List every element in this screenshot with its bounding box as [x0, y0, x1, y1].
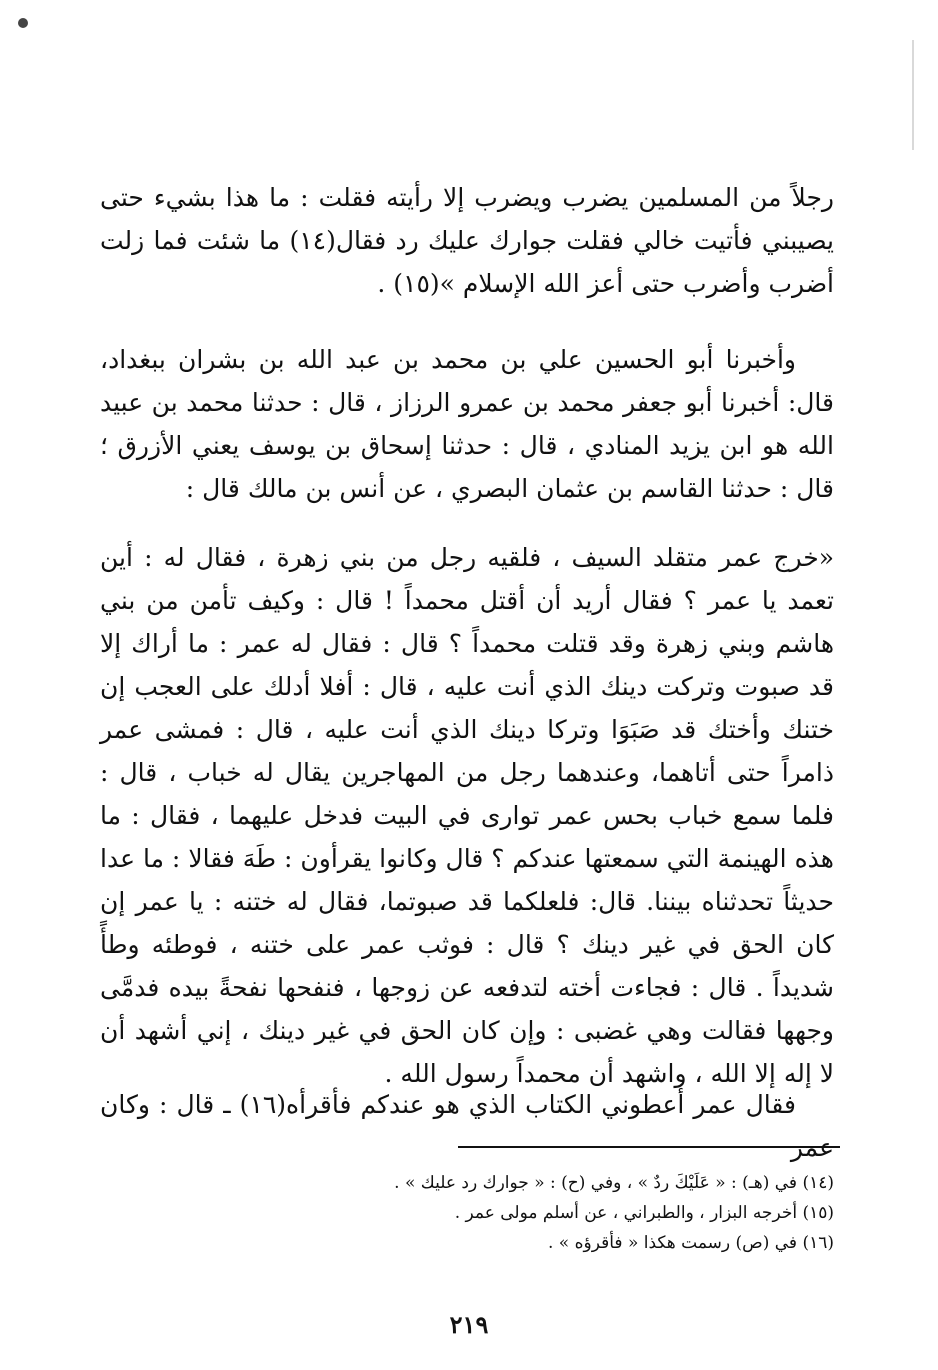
paragraph-2-text: وأخبرنا أبو الحسين علي بن محمد بن عبد الله بن بشران ببغداد، قال: أخبرنا أبو جعفر محمد بن عمرو الرزاز ، قال : حدثنا محمد بن عبيد الله هو ابن يزيد المنادي ، قال : حدثنا إسحاق بن يوسف يعني الأزرق ؛ قال : حدثنا القاسم بن عثمان البصري ، عن أنس بن مالك قال :: [100, 345, 834, 503]
page-number: ٢١٩: [449, 1310, 489, 1339]
footnote-15: (١٥) أخرجه البزار ، والطبراني ، عن أسلم مولى عمر .: [454, 1203, 834, 1223]
paragraph-3: [100, 536, 834, 1095]
paragraph-1-text: رجلاً من المسلمين يضرب ويضرب إلا رأيته فقلت : ما هذا بشيء حتى يصيبني فأتيت خالي فقلت جوارك عليك رد فقال(١٤) ما شئت فما زلت أضرب وأضرب حتى أعز الله الإسلام »(١٥) .: [100, 183, 834, 298]
paragraph-1: [100, 176, 834, 305]
paragraph-3-text: «خرج عمر متقلد السيف ، فلقيه رجل من بني زهرة ، فقال له : أين تعمد يا عمر ؟ فقال أريد أن أقتل محمداً ! قال : وكيف تأمن من بني هاشم وبني زهرة وقد قتلت محمداً ؟ قال : فقال له عمر : ما أراك إلا قد صبوت وتركت دينك الذي أنت عليه ، قال : أفلا أدلك على العجب إن ختنك وأختك قد صَبَوَا وتركا دينك الذي أنت عليه ، قال : فمشى عمر ذامراً حتى أتاهما، وعندهما رجل من المهاجرين يقال له خباب ، قال : فلما سمع خباب بحس عمر توارى في البيت فدخل عليهما ، فقال : ما هذه الهينمة التي سمعتها عندكم ؟ قال وكانوا يقرأون : طَهَ فقالا : ما عدا حديثاً تحدثناه بيننا. قال: فلعلكما قد صبوتما، فقال له ختنه : يا عمر إن كان الحق في غير دينك ؟ قال : فوثب عمر على ختنه ، فوطئه وطأً شديداً . قال : فجاءت أخته لتدفعه عن زوجها ، فنفحها نفحةً بيده فدمَّى وجهها فقالت وهي غضبى : وإن كان الحق في غير دينك ، إني أشهد أن لا إله إلا الله ، واشهد أن محمداً رسول الله .: [100, 543, 834, 1088]
paragraph-4-text: فقال عمر أعطوني الكتاب الذي هو عندكم فأقرأه(١٦) ـ قال : وكان عمر: [100, 1090, 834, 1162]
footnotes: [140, 1168, 834, 1258]
footnote-14: (١٤) في (هـ) : « عَلَيْكَ ردٌ » ، وفي (ح) : « جوارك رد عليك » .: [394, 1173, 834, 1193]
footnote-16: (١٦) في (ص) رسمت هكذا « فأقرؤه » .: [548, 1233, 834, 1253]
paragraph-4: [100, 1083, 834, 1169]
paragraph-2: [100, 338, 834, 510]
scan-edge-mark: [912, 40, 914, 150]
footnote-separator: [458, 1146, 840, 1148]
scan-dot: [18, 18, 28, 28]
